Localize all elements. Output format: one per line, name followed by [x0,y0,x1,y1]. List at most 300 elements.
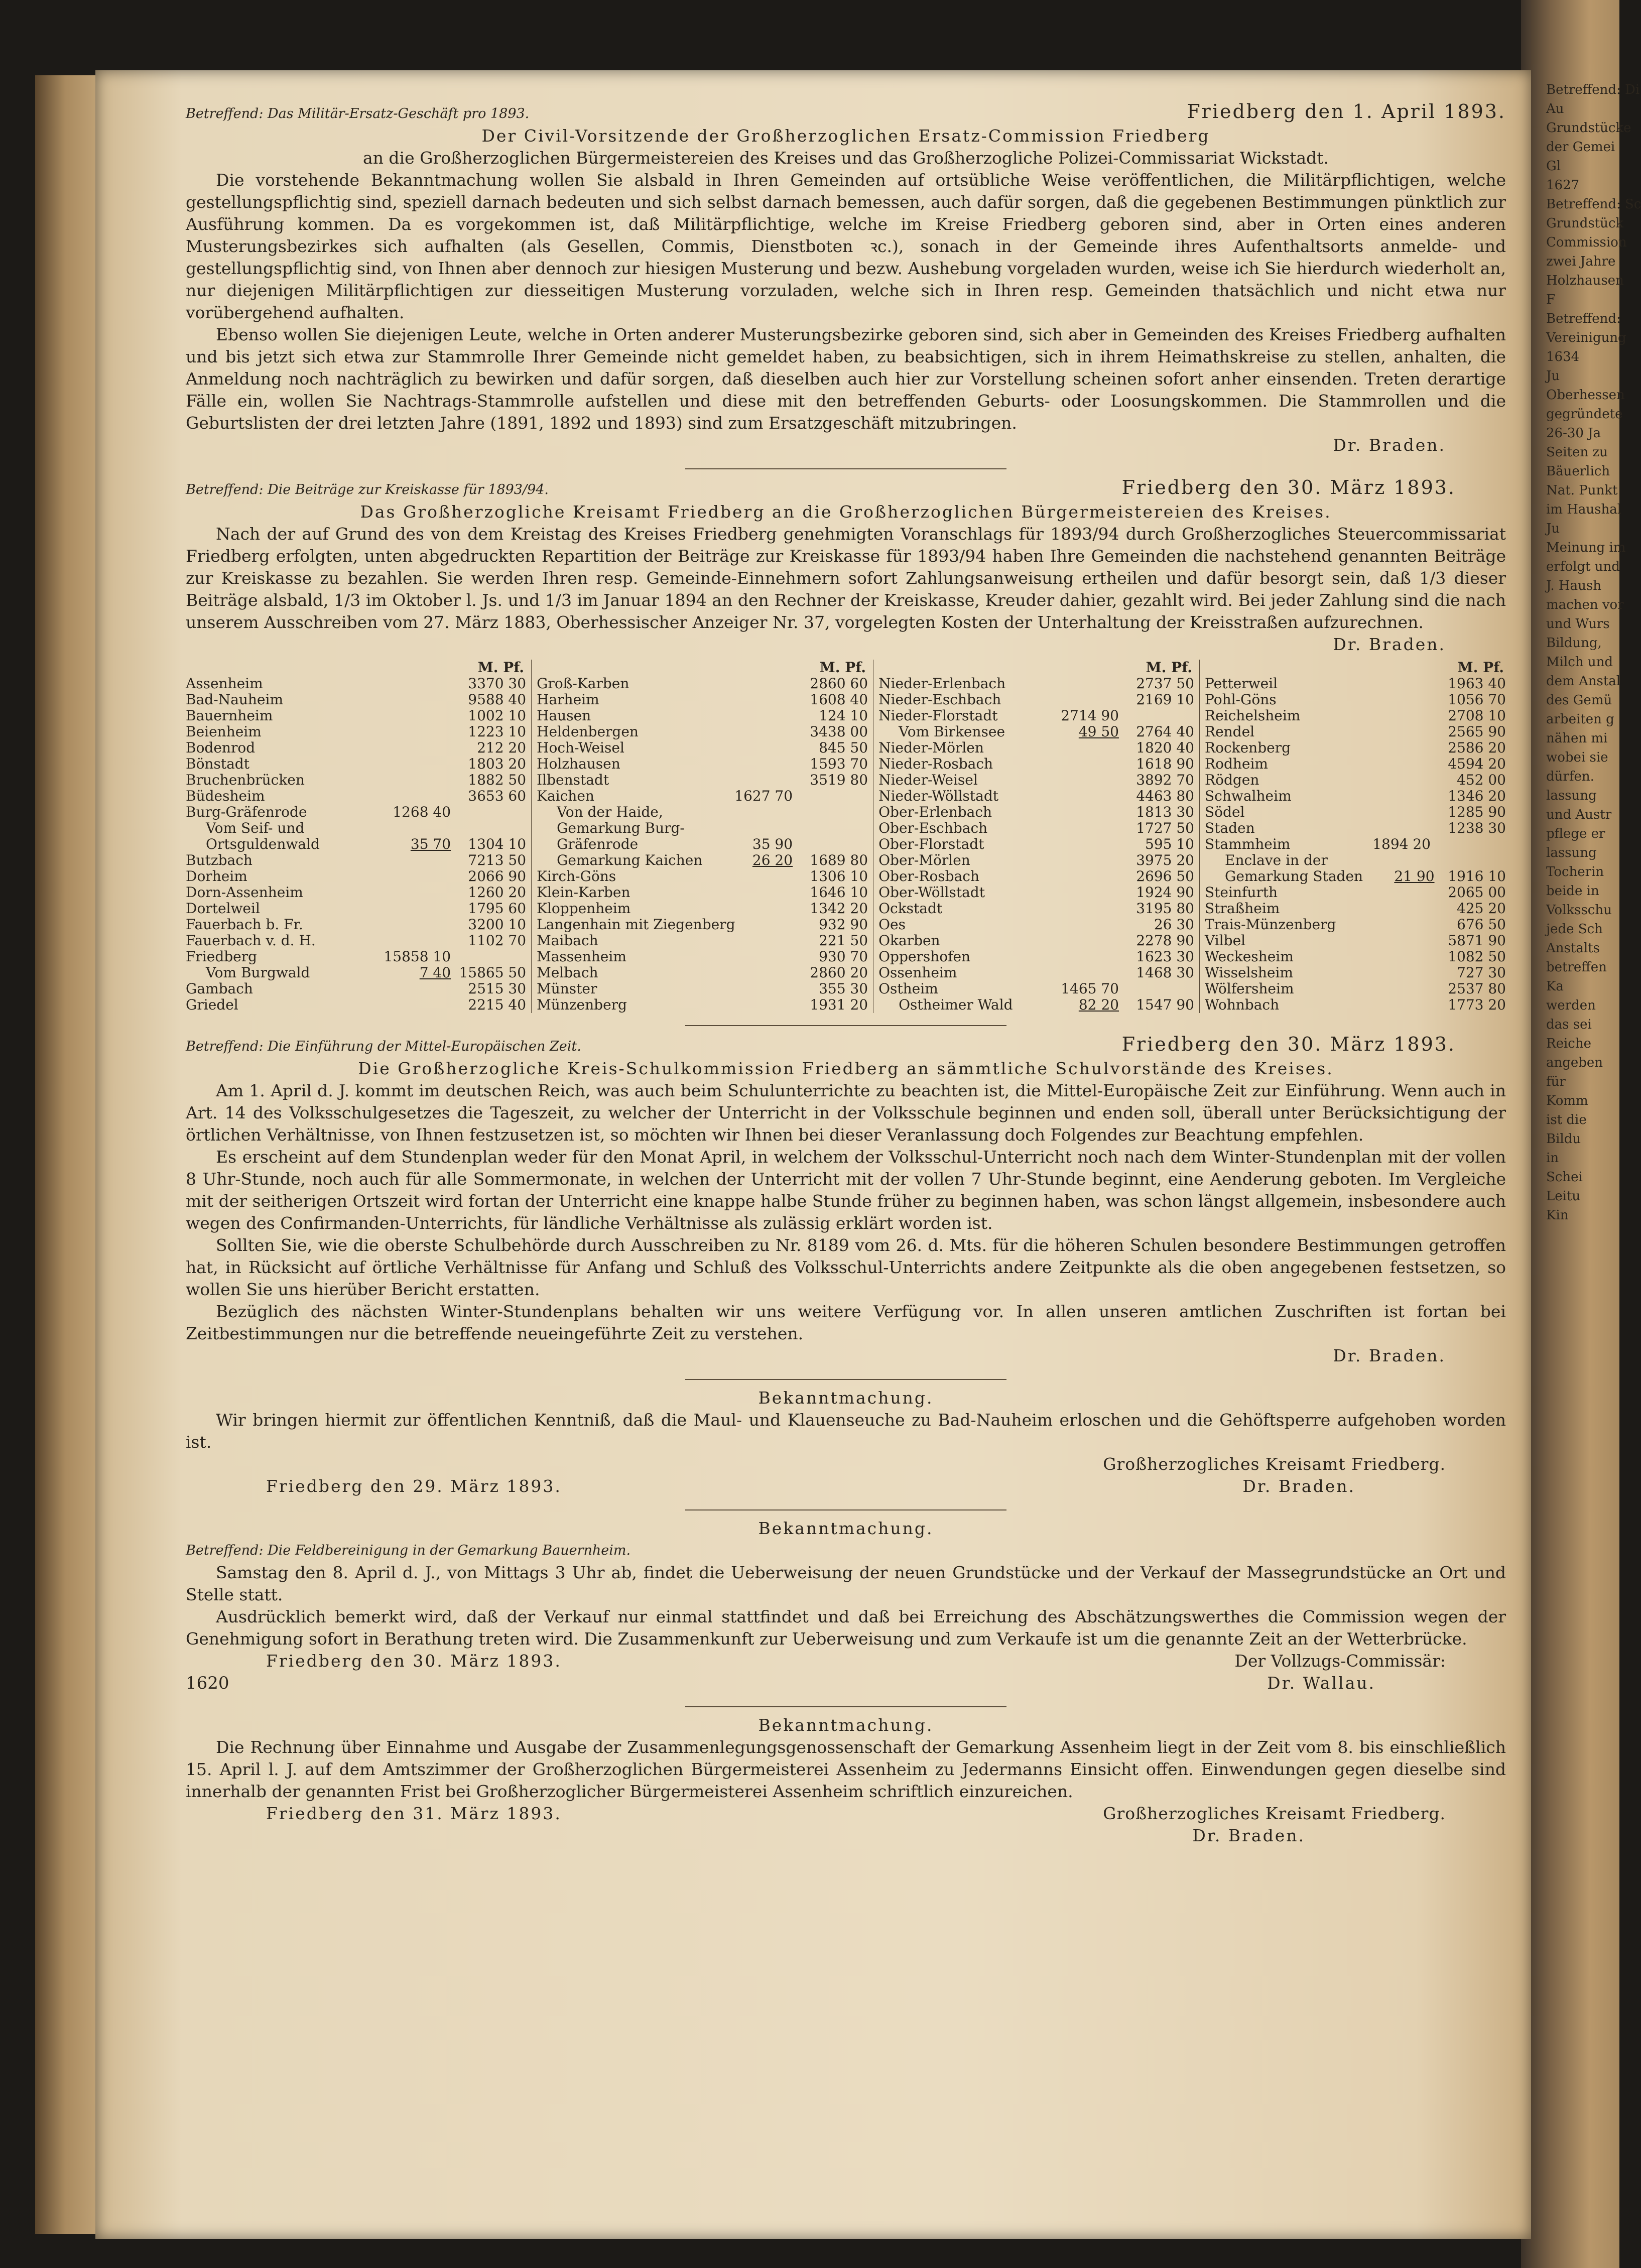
total-amount: 4594 20 [1448,755,1506,772]
total-amount: 1056 70 [1448,691,1506,708]
fragment-line: jede Sch [1546,922,1603,937]
table-row [537,852,868,868]
fragment-line: erfolgt und [1546,559,1620,574]
date-line: Friedberg den 30. März 1893. [1121,476,1456,498]
table-row [537,708,868,724]
municipality-name: Oes [878,916,906,933]
partial-amount: 7 40 [419,964,451,981]
table-row [878,692,1194,708]
table-row [1205,772,1506,788]
fragment-line: angeben [1546,1055,1603,1070]
partial-amount [1355,885,1431,901]
table-row [878,933,1194,949]
total-amount: 452 00 [1457,772,1506,788]
table-row [537,724,868,740]
municipality-name: Fauerbach v. d. H. [186,932,316,949]
municipality-name: Ober-Wöllstadt [878,884,985,901]
fragment-line: 26-30 Ja [1546,426,1601,441]
partial-amount [375,724,451,740]
fragment-line: Grundstücke [1546,120,1631,136]
partial-amount [1355,965,1431,981]
municipality-name: Pohl-Göns [1205,691,1277,708]
document-page [95,70,1531,2239]
table-column-4 [1200,660,1506,1013]
total-amount [451,949,526,965]
total-amount: 1924 90 [1136,884,1194,901]
total-amount: 3200 10 [468,916,527,933]
partial-amount [375,885,451,901]
table-row [1205,949,1506,965]
partial-amount: 1268 40 [393,804,451,820]
total-amount: 1963 40 [1448,675,1506,692]
total-amount: 2515 30 [468,980,527,997]
municipality-name: Gemarkung Staden [1225,868,1363,885]
fragment-line: und Austr [1546,807,1612,822]
municipality-name: Stammheim [1205,836,1291,852]
paragraph: Nach der auf Grund des von dem Kreistag des Kreises Friedberg genehmigten Voranschlags für 1893/94 durch Großherzogliches Steuercommissariat Friedberg erfolgten, unten abgedruckten Repartition der Beiträge zur Kreiskasse für 1893/94 haben Ihre Gemeinden die nachstehend genannten Beiträge zur Kreiskasse zu bezahlen. Sie werden Ihren resp. Gemeinde-Einnehmern sofort Zahlungsanweisung ertheilen und dafür besorgt sein, daß 1/3 dieser Beiträge alsbald, 1/3 im Oktober l. Js. und 1/3 im Januar 1894 an den Rechner der Kreiskasse, Kreuder dahier, gezahlt wird. Bei jeder Zahlung sind die nach unserem Ausschreiben vom 27. März 1883, Oberhessischer Anzeiger Nr. 37, vorgelegten Kosten der Unterhaltung der Kreisstraßen aufzurechnen. [186,524,1506,632]
partial-amount: 35 70 [410,836,451,852]
table-row [537,772,868,788]
partial-amount: 82 20 [1078,996,1119,1013]
fragment-line: Bildu [1546,1131,1581,1147]
table-row [186,852,526,868]
total-amount: 1285 90 [1448,804,1506,820]
total-amount: 2860 60 [810,675,868,692]
fragment-line: ist die [1546,1112,1587,1127]
municipality-name: Vilbel [1205,932,1246,949]
section-maul-klauenseuche [186,1387,1506,1497]
notice-title: Bekanntmachung. [758,1519,934,1538]
fragment-line: für [1546,1074,1566,1089]
total-amount: 1813 30 [1136,804,1194,820]
fragment-line: zwei Jahre [1546,254,1616,269]
section-assenheim-rechnung [186,1714,1506,1847]
total-amount: 3519 80 [810,772,868,788]
partial-amount [375,708,451,724]
table-row [186,965,526,981]
fragment-line: 1627 [1546,178,1580,193]
date-line: Friedberg den 30. März 1893. [1121,1033,1456,1055]
fragment-line: beide in [1546,884,1599,899]
table-row [186,820,526,836]
total-amount: 3892 70 [1136,772,1194,788]
total-amount: 1468 30 [1136,964,1194,981]
municipality-name: Ober-Erlenbach [878,804,992,820]
table-row [1205,692,1506,708]
municipality-name: Nieder-Wöllstadt [878,788,999,804]
total-amount: 3195 80 [1136,900,1194,917]
municipality-name: Griedel [186,996,238,1013]
partial-amount [375,788,451,804]
partial-amount: 1465 70 [1061,980,1119,997]
total-amount: 1882 50 [468,772,527,788]
partial-amount [1355,692,1431,708]
table-row [1205,708,1506,724]
municipality-name: Wölfersheim [1205,980,1294,997]
municipality-name: Vom Seif- und [206,820,305,836]
section-heading: Die Großherzogliche Kreis-Schulkommission Friedberg an sämmtliche Schulvorstände des Kreises. [358,1059,1334,1078]
total-amount: 15865 50 [459,964,527,981]
municipality-name: Hoch-Weisel [537,739,624,756]
table-row [186,804,526,820]
total-amount: 2537 80 [1448,980,1506,997]
municipality-name: Groß-Karben [537,675,629,692]
municipality-name: Weckesheim [1205,948,1294,965]
partial-amount [1044,852,1119,868]
municipality-name: Nieder-Weisel [878,772,978,788]
table-column-1 [186,660,532,1013]
fragment-line: des Gemü [1546,693,1612,708]
table-row [878,901,1194,917]
total-amount: 2764 40 [1136,723,1194,740]
partial-amount: 35 90 [752,836,793,852]
section-kreiskasse [186,476,1506,1013]
municipality-name: Melbach [537,964,598,981]
municipality-name: Ockstadt [878,900,943,917]
partial-amount [1044,820,1119,836]
partial-amount [1355,949,1431,965]
paragraph: Am 1. April d. J. kommt im deutschen Reich, was auch beim Schulunterrichte zu beachten ist, die Mittel-Europäische Zeit zur Einführung. Wenn auch in Art. 14 des Volksschulgesetzes die Tageszeit, zu welcher der Unterricht in der Volksschule beginnen und enden soll, überall unter Berücksichtigung der örtlichen Verhältnisse, von Ihnen festzusetzen ist, so möchten wir Ihnen bei dieser Veranlassung doch Folgendes zur Beachtung empfehlen. [186,1081,1506,1145]
total-amount: 1727 50 [1136,820,1194,836]
municipality-name: Bruchenbrücken [186,772,305,788]
fragment-line: Commission [1546,235,1627,250]
partial-amount [1355,724,1431,740]
fragment-line: machen vor [1546,597,1624,612]
table-row [878,917,1194,933]
fragment-line: J. Haush [1546,578,1601,593]
partial-amount [717,868,793,885]
table-row [878,868,1194,885]
partial-amount [375,981,451,997]
total-amount: 1223 10 [468,723,527,740]
partial-amount [375,740,451,756]
total-amount: 3975 20 [1136,852,1194,868]
fragment-line: Au [1546,101,1564,116]
table-row [537,820,868,836]
table-row [537,885,868,901]
municipality-name: Rockenberg [1205,739,1291,756]
partial-amount [1044,949,1119,965]
authority-line: Großherzogliches Kreisamt Friedberg. [1103,1804,1446,1823]
table-row [878,949,1194,965]
partial-amount: 1894 20 [1372,836,1431,852]
address-line: an die Großherzoglichen Bürgermeistereien des Kreises und das Großherzogliche Polizei-Commissariat Wickstadt. [363,148,1329,168]
table-row [878,997,1194,1013]
partial-amount [1044,917,1119,933]
table-row [537,740,868,756]
total-amount: 1547 90 [1136,996,1194,1013]
table-row [1205,868,1506,885]
partial-amount [1044,756,1119,772]
partial-amount: 1627 70 [734,788,793,804]
partial-amount [375,868,451,885]
partial-amount [717,756,793,772]
fragment-line: Ju [1546,521,1560,536]
municipality-name: Bauernheim [186,707,273,724]
partial-amount [1044,933,1119,949]
betreff-line: Betreffend: Die Feldbereinigung in der Gemarkung Bauernheim. [186,1543,631,1558]
table-row [878,965,1194,981]
notice-title: Bekanntmachung. [758,1715,934,1735]
table-row [1205,901,1506,917]
table-row [1205,933,1506,949]
table-row [186,997,526,1013]
total-amount: 2065 00 [1448,884,1506,901]
table-row [1205,820,1506,836]
table-row [1205,676,1506,692]
currency-header: M. Pf. [1146,659,1192,676]
municipality-name: Holzhausen [537,755,620,772]
signature: Dr. Braden. [1333,1346,1446,1365]
fragment-line: dem Anstal [1546,674,1621,689]
total-amount [1431,836,1506,852]
table-row [186,788,526,804]
total-amount: 1593 70 [810,755,868,772]
partial-amount [1044,901,1119,917]
municipality-name: Vom Burgwald [206,964,310,981]
total-amount: 26 30 [1154,916,1194,933]
section-heading: Der Civil-Vorsitzende der Großherzoglichen Ersatz-Commission Friedberg [481,126,1210,146]
table-row [537,981,868,997]
total-amount: 1002 10 [468,707,527,724]
partial-amount [717,965,793,981]
municipality-name: Ober-Mörlen [878,852,970,868]
municipality-name: Nieder-Mörlen [878,739,984,756]
table-row [537,901,868,917]
partial-amount [1355,676,1431,692]
fragment-line: 1634 [1546,349,1580,364]
total-amount: 1608 40 [810,691,868,708]
fragment-line: Leitu [1546,1189,1581,1204]
municipality-name: Enclave in der [1225,852,1328,868]
signature: Dr. Wallau. [1267,1673,1375,1693]
betreff-line: Betreffend: Die Einführung der Mittel-Europäischen Zeit. [186,1039,581,1054]
partial-amount [717,820,793,836]
fragment-line: Anstalts [1546,941,1600,956]
authority-line: Großherzogliches Kreisamt Friedberg. [1103,1454,1446,1474]
total-amount: 2215 40 [468,996,527,1013]
table-row [186,772,526,788]
total-amount [793,820,868,836]
total-amount: 727 30 [1457,964,1506,981]
partial-amount [375,852,451,868]
fragment-line: der Gemei [1546,140,1615,155]
table-row [186,836,526,852]
table-row [878,852,1194,868]
fragment-line: nähen mi [1546,731,1608,746]
municipality-name: Södel [1205,804,1245,820]
municipality-name: Rendel [1205,723,1255,740]
section-heading: Das Großherzogliche Kreisamt Friedberg an die Großherzoglichen Bürgermeistereien des Kreises. [360,502,1332,522]
fragment-line: Milch und [1546,655,1613,670]
table-row [537,804,868,820]
partial-amount: 15858 10 [384,948,451,965]
table-row [878,804,1194,820]
municipality-name: Staden [1205,820,1255,836]
fragment-line: werden [1546,998,1596,1013]
partial-amount [1044,804,1119,820]
municipality-name: Friedberg [186,948,258,965]
total-amount [793,788,868,804]
municipality-name: Dorheim [186,868,247,885]
table-column-2 [532,660,873,1013]
signature: Dr. Braden. [1333,635,1446,654]
municipality-name: Beienheim [186,723,262,740]
table-row [1205,965,1506,981]
municipality-name: Von der Haide, [557,804,663,820]
total-amount [451,820,526,836]
table-row [1205,836,1506,852]
partial-amount [1355,901,1431,917]
partial-amount [717,901,793,917]
total-amount: 1689 80 [810,852,868,868]
divider [685,1509,1006,1510]
municipality-name: Ostheimer Wald [899,996,1013,1013]
total-amount: 425 20 [1457,900,1506,917]
table-row [537,965,868,981]
fragment-line: arbeiten g [1546,712,1614,727]
fragment-line: Reiche [1546,1036,1591,1051]
table-row [1205,756,1506,772]
partial-amount [375,692,451,708]
total-amount: 9588 40 [468,691,527,708]
total-amount: 1646 10 [810,884,868,901]
municipality-name: Assenheim [186,675,263,692]
total-amount: 932 90 [819,916,868,933]
table-row [878,885,1194,901]
total-amount: 7213 50 [468,852,527,868]
fragment-line: Ju [1546,368,1560,384]
paragraph: Bezüglich des nächsten Winter-Stundenplans behalten wir uns weitere Verfügung vor. In allen unseren amtlichen Zuschriften ist fortan bei Zeitbestimmungen nur die betreffende neueingeführte Zeit zu verstehen. [186,1302,1506,1343]
partial-amount [375,820,451,836]
partial-amount [375,933,451,949]
municipality-name: Bad-Nauheim [186,691,283,708]
partial-amount [1044,772,1119,788]
fragment-line: im Haushal [1546,502,1622,517]
municipality-name: Bodenrod [186,739,256,756]
page-number: 1620 [186,1673,229,1693]
fragment-line: in [1546,1151,1559,1166]
municipality-name: Ober-Eschbach [878,820,988,836]
fragment-line: Meinung im [1546,540,1626,555]
municipality-name: Münster [537,980,597,997]
paragraph: Samstag den 8. April d. J., von Mittags 3 Uhr ab, findet die Ueberweisung der neuen Grundstücke und der Verkauf der Massegrundstücke an Ort und Stelle statt. [186,1563,1506,1604]
municipality-name: Rodheim [1205,755,1268,772]
municipality-name: Kirch-Göns [537,868,616,885]
partial-amount [717,772,793,788]
total-amount [793,804,868,820]
total-amount: 1773 20 [1448,996,1506,1013]
table-row [186,981,526,997]
partial-amount [1355,788,1431,804]
table-row [186,724,526,740]
fragment-line: Seiten zu [1546,445,1608,460]
table-row [186,917,526,933]
municipality-name: Ostheim [878,980,938,997]
fragment-line: wobei sie [1546,750,1608,765]
partial-amount [1044,788,1119,804]
table-row [878,724,1194,740]
partial-amount [717,949,793,965]
date-line: Friedberg den 31. März 1893. [266,1804,562,1823]
table-row [1205,740,1506,756]
fragment-line: betreffen [1546,960,1607,975]
total-amount [1119,708,1194,724]
municipality-name: Ober-Rosbach [878,868,979,885]
adjacent-page-fragment [1546,80,1641,2189]
municipality-name: Klein-Karben [537,884,630,901]
partial-amount [717,708,793,724]
municipality-name: Steinfurth [1205,884,1278,901]
total-amount [1119,981,1194,997]
municipality-name: Hausen [537,707,591,724]
partial-amount: 49 50 [1078,723,1119,740]
table-row [1205,997,1506,1013]
municipality-name: Fauerbach b. Fr. [186,916,303,933]
partial-amount [735,917,802,933]
fragment-line: Volksschu [1546,903,1612,918]
fragment-line: Kin [1546,1208,1569,1223]
total-amount: 124 10 [819,707,868,724]
signature: Dr. Braden. [1192,1826,1305,1845]
fragment-line: lassung [1546,788,1597,803]
total-amount: 2737 50 [1136,675,1194,692]
section-mitteleuropaeische-zeit [186,1033,1506,1367]
municipality-name: Münzenberg [537,996,627,1013]
signature: Dr. Braden. [1242,1476,1355,1496]
total-amount [1431,852,1506,868]
fragment-line: und Wurs [1546,616,1610,632]
municipality-name: Ilbenstadt [537,772,609,788]
municipality-name: Nieder-Erlenbach [878,675,1006,692]
fragment-line: das sei [1546,1017,1592,1032]
partial-amount [1044,885,1119,901]
municipality-name: Butzbach [186,852,253,868]
table-row [537,933,868,949]
partial-amount [1044,836,1119,852]
municipality-name: Nieder-Eschbach [878,691,1001,708]
total-amount: 1306 10 [810,868,868,885]
total-amount: 1346 20 [1448,788,1506,804]
divider [685,468,1006,469]
fragment-line: dürfen. [1546,769,1594,784]
table-row [186,756,526,772]
table-row [1205,788,1506,804]
table-row [186,949,526,965]
table-row [878,820,1194,836]
date-line: Friedberg den 30. März 1893. [266,1651,562,1671]
municipality-name: Dortelweil [186,900,260,917]
partial-amount [1044,965,1119,981]
municipality-name: Gemarkung Kaichen [557,852,703,868]
fragment-line: Tocherin [1546,864,1604,879]
partial-amount [717,804,793,820]
total-amount: 1623 30 [1136,948,1194,965]
municipality-name: Wisselsheim [1205,964,1293,981]
municipality-name: Büdesheim [186,788,265,804]
partial-amount [717,676,793,692]
table-row [537,868,868,885]
partial-amount [1355,804,1431,820]
total-amount: 2696 50 [1136,868,1194,885]
municipality-name: Bönstadt [186,755,249,772]
table-row [878,756,1194,772]
municipality-name: Burg-Gräfenrode [186,804,307,820]
table-row [1205,885,1506,901]
paragraph: Es erscheint auf dem Stundenplan weder für den Monat April, in welchem der Volksschul-Unterricht noch nach dem Winter-Stundenplan mit der vollen 8 Uhr-Stunde, noch auch für alle Sommermonate, in welchen der Unterricht mit der vollen 7 Uhr-Stunde beginnt, eine Aenderung geboten. Im Vergleiche mit der seitherigen Ortszeit wird fortan der Unterricht eine knappe halbe Stunde früher zu beginnen haben, was schon längst allgemein, insbesondere auch wegen des Confirmanden-Unterrichts, für ländliche Verhältnisse als zulässig erklärt worden ist. [186,1147,1506,1233]
municipality-name: Gambach [186,980,253,997]
table-row [1205,724,1506,740]
